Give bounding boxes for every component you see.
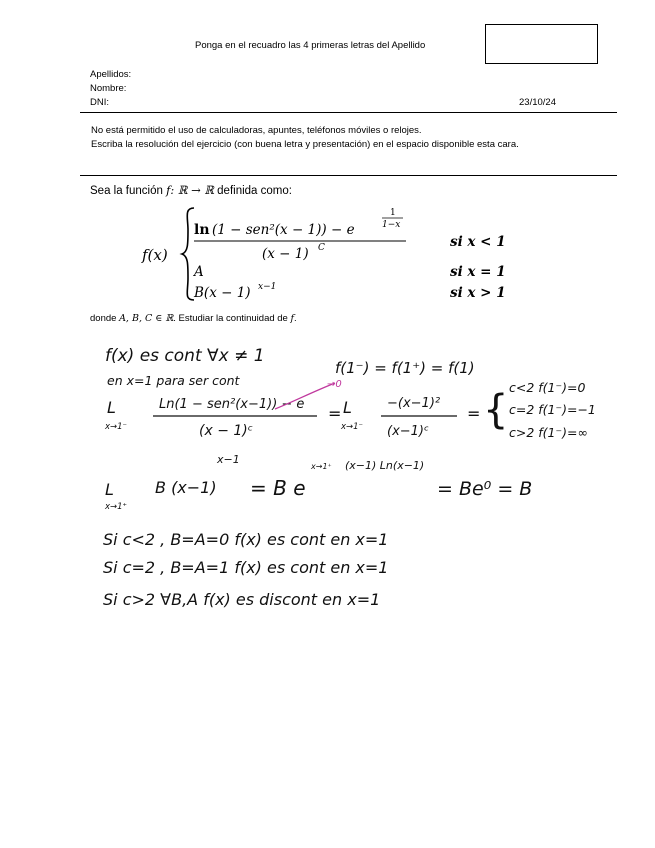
left-brace — [182, 208, 194, 300]
case2-condition: si x = 1 — [450, 264, 506, 280]
hw-lim1b-num: −(x−1)² — [387, 396, 441, 411]
surname-box[interactable] — [485, 24, 598, 64]
case1-numerator: (1 − sen²(x − 1)) − e — [212, 222, 355, 238]
case1-condition: si x < 1 — [450, 234, 506, 250]
hw-case-brace: { — [483, 387, 509, 433]
hw-line-2b: f(1⁻) = f(1⁺) = f(1) — [335, 359, 475, 377]
case3-exp: x−1 — [258, 282, 277, 292]
hw-lim1-sub: x→1⁻ — [105, 422, 128, 432]
header-instruction: Ponga en el recuadro las 4 primeras letras del Apellido — [195, 40, 426, 51]
task-prefix: donde — [90, 313, 117, 324]
hw-case-a: c<2 f(1⁻)=0 — [509, 380, 586, 395]
exam-rules — [91, 124, 561, 152]
divider-bottom — [80, 175, 617, 176]
hw-case-b: c=2 f(1⁻)=−1 — [509, 402, 596, 417]
hw-lim1-num: Ln(1 − sen²(x−1)) − e — [159, 397, 305, 412]
case2-expr: A — [194, 264, 204, 280]
task-vars: A, B, C ∈ ℝ — [119, 313, 174, 324]
hw-lim2-sub: x→1⁺ — [105, 502, 128, 512]
task-suffix: . Estudiar la continuidad de — [173, 313, 288, 324]
case3-condition: si x > 1 — [450, 285, 506, 301]
problem-intro — [90, 183, 292, 197]
pink-note: →0 — [327, 379, 342, 390]
task-end: . — [294, 313, 297, 324]
case1-ln: ln — [194, 222, 210, 238]
hw-eq-1: = — [328, 404, 342, 423]
rule-line-2: Escriba la resolución del ejercicio (con buena letra y presentación) en el espacio disponible esta cara. — [91, 139, 519, 150]
intro-function: f: ℝ → ℝ — [166, 183, 214, 197]
case1-denominator: (x − 1) — [262, 246, 309, 262]
hw-eq-2: = — [467, 404, 481, 423]
hw-lim1b-den: (x−1)ᶜ — [387, 424, 429, 439]
divider-top — [80, 112, 617, 113]
intro-prefix: Sea la función — [90, 185, 163, 197]
hw-line-2a: en x=1 para ser cont — [107, 373, 240, 388]
case1-exp-num: 1 — [390, 208, 396, 218]
field-apellidos: Apellidos: — [90, 69, 132, 80]
intro-suffix: definida como: — [217, 185, 292, 197]
field-nombre: Nombre: — [90, 83, 127, 94]
task-statement — [90, 313, 297, 324]
hw-lim2-exp: x−1 — [217, 453, 240, 466]
field-dni: DNI: — [90, 97, 109, 108]
case1-den-exp: C — [318, 243, 325, 253]
hw-case-c: c>2 f(1⁻)=∞ — [509, 425, 588, 440]
hw-lim2-label: L — [105, 480, 114, 499]
exam-date: 23/10/24 — [519, 97, 556, 108]
hw-conclusion-1: Si c<2 , B=A=0 f(x) es cont en x=1 — [103, 530, 389, 549]
hw-lim2-rhs: = B e — [250, 476, 306, 500]
hw-lim2-end: = Be⁰ = B — [437, 478, 533, 500]
hw-lim2-expr: B (x−1) — [155, 478, 217, 497]
case1-exp-den: 1−x — [382, 220, 401, 230]
pink-arrow — [275, 383, 335, 409]
hw-lim2-sub-exp: x→1⁺ — [311, 462, 332, 471]
formula-lhs: f(x) — [142, 246, 168, 264]
hw-lim1-den: (x − 1)ᶜ — [199, 423, 253, 439]
hw-lim2-exp2: (x−1) Ln(x−1) — [345, 459, 425, 472]
piecewise-formula — [138, 200, 518, 305]
hw-conclusion-2: Si c=2 , B=A=1 f(x) es cont en x=1 — [103, 558, 389, 577]
handwritten-solution — [95, 335, 640, 625]
hw-conclusion-3: Si c>2 ∀B,A f(x) es discont en x=1 — [103, 590, 381, 609]
hw-lim1-label: L — [107, 398, 116, 417]
task-f: f — [290, 313, 295, 324]
hw-line-1: f(x) es cont ∀x ≠ 1 — [105, 346, 265, 366]
hw-lim1b-label: L — [343, 398, 352, 417]
case3-expr: B(x − 1) — [194, 285, 251, 301]
hw-lim1b-sub: x→1⁻ — [341, 422, 364, 432]
rule-line-1: No está permitido el uso de calculadoras, apuntes, teléfonos móviles o relojes. — [91, 125, 422, 136]
